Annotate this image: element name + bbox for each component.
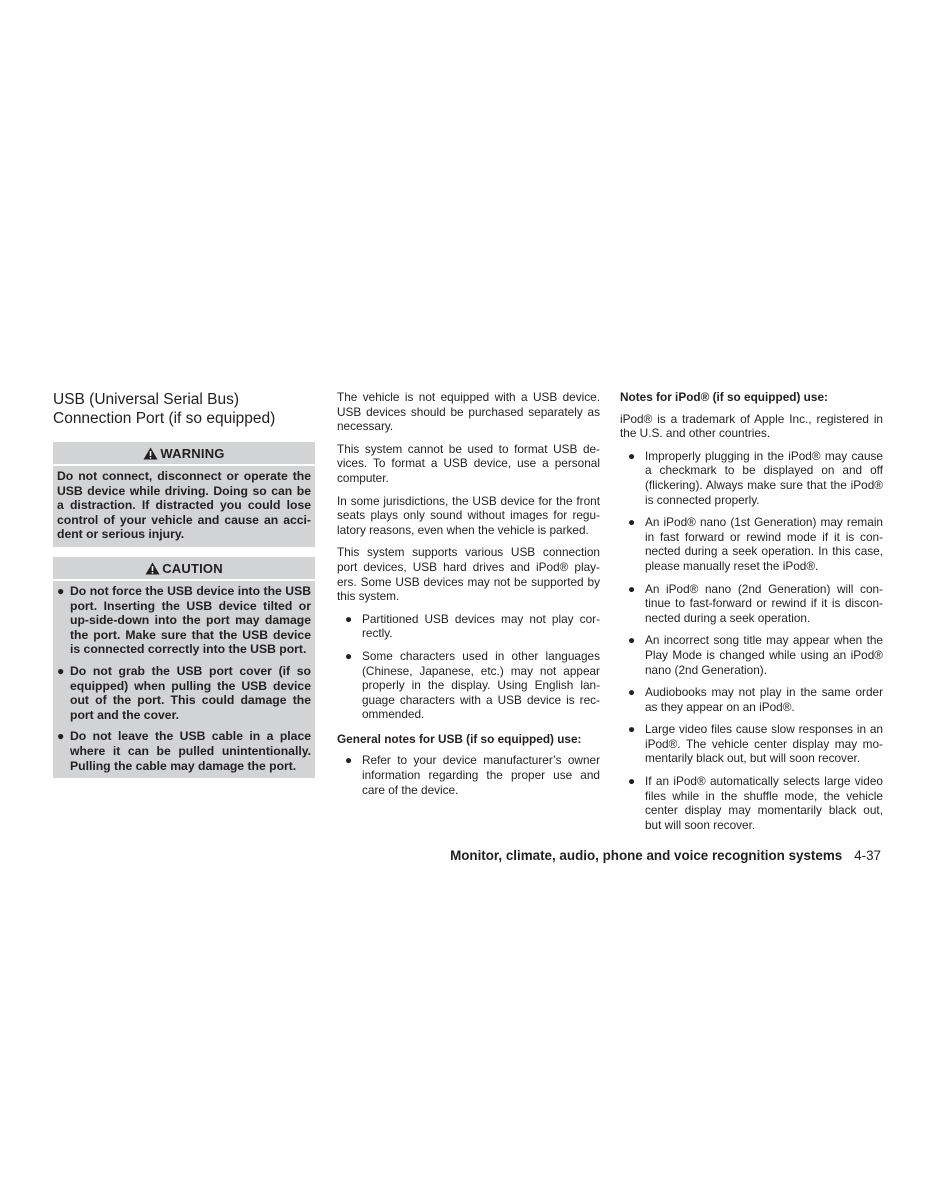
- bullet-icon: ●: [57, 583, 65, 598]
- footer-section-title: Monitor, climate, audio, phone and voice recognition systems: [450, 848, 843, 863]
- list-item: ● Refer to your device manufacturer’s owner information regarding the proper use and care of the device.: [345, 753, 600, 797]
- bullet-icon: ●: [345, 648, 353, 663]
- warning-label: WARNING: [160, 446, 225, 461]
- list-item: ● If an iPod® automatically selects large video files while in the shuffle mode, the vehicle center display may momentarily black out, but will soon recover.: [628, 774, 883, 832]
- warning-box: [53, 442, 315, 547]
- caution-item: ● Do not leave the USB cable in a place where it can be pulled unintentionally. Pulling the cable may damage the port.: [57, 729, 311, 773]
- caution-icon: [145, 562, 160, 575]
- list-item: ● Audiobooks may not play in the same order as they appear on an iPod®.: [628, 685, 883, 714]
- paragraph: In some jurisdictions, the USB device for the front seats plays only sound without images for regu-latory reasons, even when the vehicle is parked.: [337, 493, 600, 537]
- list-item: ● An iPod® nano (2nd Generation) will con-tinue to fast-forward or rewind if it is discon-nected during a seek operation.: [628, 581, 883, 625]
- paragraph: This system supports various USB connection port devices, USB hard drives and iPod® play-ers. Some USB devices may not be supported by this system.: [337, 545, 600, 604]
- general-notes-heading: General notes for USB (if so equipped) use:: [337, 731, 582, 746]
- bullet-icon: ●: [628, 448, 636, 463]
- warning-text: Do not connect, disconnect or operate the USB device while driving. Doing so can be a distraction. If distracted you could lose control of your vehicle and cause an acci-dent or serious injury.: [57, 469, 311, 542]
- usb-notes-list: [337, 612, 600, 722]
- caution-header: [53, 557, 315, 581]
- caution-label: CAUTION: [162, 560, 223, 576]
- caution-item: ● Do not force the USB device into the USB port. Inserting the USB device tilted or up-side-down into the port may damage the port. Make sure that the USB device is connected correctly into the USB port.: [57, 583, 311, 657]
- ipod-notes-list: [620, 449, 883, 833]
- page-number: 4-37: [854, 848, 881, 863]
- paragraph: The vehicle is not equipped with a USB device. USB devices should be purchased separately as necessary.: [337, 390, 600, 434]
- list-item: ● An iPod® nano (1st Generation) may remain in fast forward or rewind mode if it is con-nected during a seek operation. In this case, please manually reset the iPod®.: [628, 515, 883, 573]
- paragraph: iPod® is a trademark of Apple Inc., registered in the U.S. and other countries.: [620, 411, 883, 441]
- bullet-icon: ●: [628, 774, 636, 789]
- list-item: ● Large video files cause slow responses in an iPod®. The vehicle center display may mo-mentarily black out, but will soon recover.: [628, 722, 883, 766]
- page-footer: [450, 848, 881, 863]
- right-column: [620, 390, 883, 840]
- bullet-icon: ●: [57, 729, 65, 744]
- caution-item: ● Do not grab the USB port cover (if so equipped) when pulling the USB device out of the port. This could damage the port and the cover.: [57, 663, 311, 722]
- bullet-icon: ●: [628, 581, 636, 596]
- bullet-icon: ●: [345, 611, 353, 626]
- section-title: [53, 390, 315, 428]
- warning-header: [53, 442, 315, 466]
- bullet-icon: ●: [628, 633, 636, 648]
- list-item: ● An incorrect song title may appear when the Play Mode is changed while using an iPod® nano (2nd Generation).: [628, 633, 883, 677]
- bullet-icon: ●: [628, 515, 636, 530]
- bullet-icon: ●: [628, 722, 636, 737]
- middle-column: [337, 390, 600, 805]
- caution-list: [57, 584, 311, 773]
- left-column: [53, 390, 315, 788]
- list-item: ● Partitioned USB devices may not play cor-rectly.: [345, 611, 600, 641]
- caution-box: [53, 557, 315, 778]
- bullet-icon: ●: [57, 663, 65, 678]
- list-item: ● Improperly plugging in the iPod® may cause a checkmark to be displayed on and off (flickering). Always make sure that the iPod® is connected properly.: [628, 448, 883, 507]
- list-item: ● Some characters used in other languages (Chinese, Japanese, etc.) may not appear properly in the display. Using English lan-guage characters with a USB device is rec-ommended.: [345, 648, 600, 722]
- bullet-icon: ●: [628, 685, 636, 700]
- warning-icon: [143, 447, 158, 460]
- general-notes-list: [337, 753, 600, 797]
- bullet-icon: ●: [345, 753, 353, 768]
- section-title-line1: USB (Universal Serial Bus): [53, 391, 240, 408]
- section-title-line2: Connection Port (if so equipped): [53, 410, 276, 427]
- ipod-notes-heading: Notes for iPod® (if so equipped) use:: [620, 390, 828, 404]
- paragraph: This system cannot be used to format USB de-vices. To format a USB device, use a personal computer.: [337, 441, 600, 485]
